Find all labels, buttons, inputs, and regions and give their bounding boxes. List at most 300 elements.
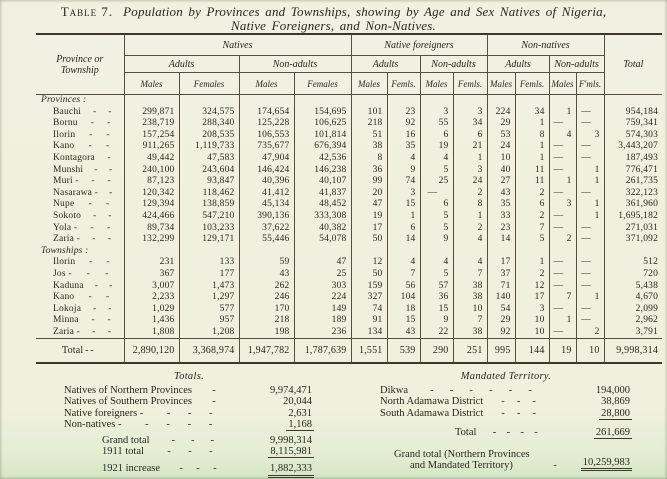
table-cell: 24: [453, 176, 487, 188]
table-cell: 676,394: [294, 141, 351, 153]
table-cell: 34: [515, 107, 549, 119]
table-cell: 4: [549, 130, 576, 142]
summary-label: Native foreigners -: [64, 407, 144, 419]
column-header-males: Males: [549, 73, 576, 95]
row-label: [36, 211, 124, 223]
row-label-flex: [36, 257, 124, 269]
table-cell: —: [576, 304, 604, 316]
table-row: [36, 188, 662, 200]
table-cell: 35: [487, 199, 515, 211]
dash: -: [167, 446, 171, 458]
table-cell: 5: [420, 165, 453, 177]
combined-grand-total-value: 10,259,983: [581, 457, 632, 471]
table-cell: 40,396: [239, 176, 294, 188]
table-cell: —: [576, 315, 604, 327]
empty-cell: [420, 95, 453, 107]
row-name: Kano: [53, 292, 75, 303]
table-cell: 41,412: [239, 188, 294, 200]
row-label-flex: [36, 327, 124, 339]
table-cell: —: [576, 234, 604, 246]
table-cell: 7: [515, 223, 549, 235]
table-cell: 4: [420, 257, 453, 269]
summary-value-text: 2,631: [288, 407, 312, 419]
empty-cell: [604, 246, 662, 258]
table-cell: 35: [387, 141, 420, 153]
row-label: [36, 130, 124, 142]
dash-leader: [77, 223, 123, 235]
column-header-females: Femls.: [387, 73, 420, 95]
table-cell: 954,184: [604, 107, 662, 119]
table-cell: 1: [576, 199, 604, 211]
table-cell: 53: [487, 130, 515, 142]
table-cell: 7: [549, 292, 576, 304]
table-cell: 37: [487, 269, 515, 281]
mandated-total-row: [380, 427, 632, 439]
total-cell: 2,890,120: [124, 339, 179, 364]
summary-value-text: 20,044: [283, 396, 312, 408]
table-cell: 59: [239, 257, 294, 269]
table-cell: 2,099: [604, 304, 662, 316]
column-header-non-adults: Non-adults: [549, 56, 604, 73]
table-cell: 390,136: [239, 211, 294, 223]
table-cell: 57: [420, 281, 453, 293]
dash-leader: [84, 281, 124, 293]
summary-row: [64, 408, 314, 419]
table-cell: 7: [453, 269, 487, 281]
table-cell: 5: [420, 269, 453, 281]
dash: -: [105, 141, 110, 152]
table-cell: 911,265: [124, 141, 179, 153]
summary-value-text: 9,974,471: [270, 385, 312, 397]
dash: -: [108, 164, 113, 175]
row-name: Lokoja: [53, 303, 82, 314]
dash: -: [532, 396, 536, 408]
dash-leader: [144, 446, 236, 457]
dash: -: [94, 280, 99, 291]
summary-row: [380, 396, 632, 407]
table-cell: 238,719: [124, 118, 179, 130]
table-cell: 1,473: [179, 281, 239, 293]
table-cell: 9: [420, 315, 453, 327]
dash: -: [187, 407, 192, 419]
row-name: Kano: [53, 141, 75, 152]
dash-leader: -: [553, 460, 557, 472]
dash: -: [209, 446, 213, 458]
table-cell: 55,446: [239, 234, 294, 246]
table-cell: 1,436: [124, 315, 179, 327]
table-cell: 3: [453, 107, 487, 119]
dash-leader: [79, 176, 124, 188]
row-label: [36, 327, 124, 339]
table-cell: 19: [351, 211, 387, 223]
empty-cell: [515, 246, 549, 258]
table-cell: 1: [576, 176, 604, 188]
table-cell: 1: [453, 211, 487, 223]
row-label: [36, 107, 124, 119]
table-cell: 8: [453, 199, 487, 211]
column-header-males: Males: [239, 73, 294, 95]
dash-leader: [192, 385, 236, 396]
total-cell: 995: [487, 339, 515, 364]
dash: -: [92, 234, 96, 245]
table-cell: 10: [515, 315, 549, 327]
table-cell: 262: [239, 281, 294, 293]
table-cell: 8: [351, 153, 387, 165]
table-cell: 4: [387, 153, 420, 165]
dash: -: [534, 426, 538, 438]
table-cell: 132,299: [124, 234, 179, 246]
totals-subrows: [64, 435, 314, 478]
dash: -: [179, 463, 183, 475]
table-cell: —: [576, 281, 604, 293]
dash-leader: [483, 408, 554, 419]
summary-value: [236, 385, 314, 396]
table-cell: 218: [239, 315, 294, 327]
dash: -: [106, 222, 111, 233]
table-cell: 34: [453, 118, 487, 130]
table-cell: 23: [387, 107, 420, 119]
table-cell: 74: [387, 176, 420, 188]
table-cell: 3: [387, 188, 420, 200]
table-row: [36, 292, 662, 304]
dash-leader: [160, 463, 236, 474]
table-cell: 1: [549, 176, 576, 188]
table-cell: 27: [487, 176, 515, 188]
dash-leader: [72, 269, 124, 281]
dash-leader: [476, 427, 554, 438]
dash: -: [109, 187, 113, 198]
table-cell: 512: [604, 257, 662, 269]
dash: -: [91, 176, 95, 187]
summary-value: [554, 427, 632, 439]
row-label-flex: [36, 188, 124, 200]
table-cell: 1: [453, 153, 487, 165]
row-name: Munshi: [53, 164, 84, 175]
table-cell: 157,254: [124, 130, 179, 142]
row-name: Ilorin: [53, 129, 76, 140]
section-heading-row: [36, 95, 662, 107]
summary-label: 1911 total: [102, 446, 144, 458]
dash: -: [92, 106, 97, 117]
dash: -: [107, 326, 112, 337]
mandated-total: [380, 427, 632, 439]
row-label: [36, 176, 124, 188]
row-label-flex: [36, 153, 124, 165]
table-cell: 2,962: [604, 315, 662, 327]
summary-row: [64, 446, 314, 458]
table-cell: 1: [515, 153, 549, 165]
summary-row: [380, 408, 632, 420]
table-cell: 22: [420, 327, 453, 339]
table-cell: 38: [453, 327, 487, 339]
table-row: [36, 130, 662, 142]
table-cell: —: [549, 223, 576, 235]
dash: -: [105, 199, 110, 210]
dash: -: [516, 396, 521, 408]
row-label-flex: [36, 130, 124, 142]
summary-value: [236, 396, 314, 407]
table-cell: 91: [351, 315, 387, 327]
dash-leader: [150, 435, 236, 446]
table-cell: 23: [487, 223, 515, 235]
summary-value: [236, 408, 314, 419]
summary-value: [554, 385, 632, 396]
dash: -: [105, 292, 110, 303]
dash: -: [145, 418, 149, 430]
table-cell: 2: [515, 211, 549, 223]
table-cell: 2,233: [124, 292, 179, 304]
table-cell: 577: [179, 304, 239, 316]
table-cell: 12: [515, 281, 549, 293]
row-label-flex: [36, 141, 124, 153]
summary-label: Dikwa: [380, 385, 408, 397]
row-name: Total: [62, 345, 84, 357]
table-cell: 5: [420, 223, 453, 235]
table-cell: 154,695: [294, 107, 351, 119]
column-header-adults: Adults: [351, 56, 420, 73]
table-cell: 720: [604, 269, 662, 281]
empty-cell: [124, 95, 179, 107]
total-cell: 1,787,639: [294, 339, 351, 364]
table-row: [36, 257, 662, 269]
table-row: [36, 315, 662, 327]
table-row: [36, 141, 662, 153]
total-cell: 9,998,314: [604, 339, 662, 364]
dash-leader: [483, 396, 554, 407]
summary-row: [64, 419, 314, 431]
dash-leader: [74, 199, 123, 211]
table-cell: 17: [351, 223, 387, 235]
dash: -: [109, 280, 113, 291]
summary-value-text: 194,000: [595, 385, 630, 397]
table-cell: 1: [387, 211, 420, 223]
total-cell: 144: [515, 339, 549, 364]
section-heading: Provinces :: [41, 95, 87, 105]
table-cell: 54,078: [294, 234, 351, 246]
row-label-flex: [36, 118, 124, 130]
empty-cell: [576, 95, 604, 107]
table-cell: 40,107: [294, 176, 351, 188]
table-cell: 1,119,733: [179, 141, 239, 153]
table-cell: 231: [124, 257, 179, 269]
table-cell: 208,535: [179, 130, 239, 142]
section-heading-row: [36, 246, 662, 258]
table-cell: 1: [549, 315, 576, 327]
table-cell: 56: [387, 281, 420, 293]
table-cell: 118,462: [179, 188, 239, 200]
table-cell: 1: [515, 257, 549, 269]
table-cell: —: [549, 269, 576, 281]
table-cell: 4: [453, 234, 487, 246]
summary-value-text: 1,882,333: [268, 463, 314, 477]
table-cell: 149: [294, 304, 351, 316]
dash-leader: [79, 315, 124, 327]
dash: -: [430, 385, 434, 397]
row-label: [36, 165, 124, 177]
row-label-flex: [36, 165, 124, 177]
table-row: [36, 234, 662, 246]
summary-row: [380, 385, 632, 396]
dash-leader: [81, 304, 123, 316]
table-cell: 957: [179, 315, 239, 327]
row-label: [36, 199, 124, 211]
summary-value-text: 38,869: [601, 396, 630, 408]
table-cell: 38: [453, 281, 487, 293]
row-name: Kaduna: [53, 280, 84, 291]
table-cell: 14: [387, 234, 420, 246]
table-cell: 170: [239, 304, 294, 316]
table-cell: 159: [351, 281, 387, 293]
table-cell: 367: [124, 269, 179, 281]
mandated-rows: [380, 385, 632, 420]
table-cell: 4,670: [604, 292, 662, 304]
empty-cell: [576, 246, 604, 258]
dash: -: [88, 199, 92, 210]
dash: -: [520, 426, 524, 438]
row-label: [36, 223, 124, 235]
table-cell: 198: [239, 327, 294, 339]
combined-grand-total-row: [380, 449, 632, 471]
dash: -: [107, 118, 111, 129]
table-cell: —: [549, 327, 576, 339]
empty-cell: [487, 95, 515, 107]
dash: -: [93, 210, 97, 221]
dash: -: [90, 345, 94, 357]
table-cell: 37,622: [239, 223, 294, 235]
dash: -: [212, 385, 216, 397]
table-cell: 9: [387, 165, 420, 177]
row-name: Bornu: [53, 118, 78, 129]
table-cell: 6: [420, 199, 453, 211]
dash: -: [90, 118, 95, 129]
empty-cell: [294, 95, 351, 107]
table-cell: 1,695,182: [604, 211, 662, 223]
table-cell: 134: [351, 327, 387, 339]
total-cell: 19: [549, 339, 576, 364]
empty-cell: [239, 95, 294, 107]
table-cell: —: [549, 165, 576, 177]
combined-grand-total-label: Grand total (Northern Provinces and Mandated Territory): [394, 449, 530, 472]
row-label-flex: [36, 234, 124, 246]
table-cell: 10: [453, 304, 487, 316]
grand-total-row: [36, 339, 662, 364]
dash: -: [492, 426, 497, 438]
table-cell: 1,029: [124, 304, 179, 316]
table-cell: 36: [420, 292, 453, 304]
row-label-flex: [36, 199, 124, 211]
row-label: [36, 292, 124, 304]
dash: -: [106, 129, 110, 140]
row-name: Bauchi: [53, 106, 82, 117]
table-cell: 1: [576, 292, 604, 304]
dash: -: [213, 463, 217, 475]
table-cell: 89,734: [124, 223, 179, 235]
row-label-flex: [36, 107, 124, 119]
table-header: [36, 34, 662, 95]
dash-leader: [83, 165, 123, 177]
row-label-flex: [36, 269, 124, 281]
dash: -: [469, 385, 473, 397]
empty-cell: [453, 95, 487, 107]
dash: -: [90, 222, 94, 233]
row-label: [36, 269, 124, 281]
column-header-adults: Adults: [487, 56, 549, 73]
table-cell: 6: [420, 130, 453, 142]
column-header-females: Femls.: [515, 73, 549, 95]
total-row-label: [36, 339, 124, 364]
dash: -: [107, 315, 111, 326]
table-cell: —: [576, 141, 604, 153]
row-label-flex: [36, 315, 124, 327]
table-cell: 92: [387, 118, 420, 130]
empty-cell: [453, 246, 487, 258]
table-cell: 271,031: [604, 223, 662, 235]
dash: -: [86, 268, 91, 279]
summary-value-text: 8,115,981: [270, 446, 312, 458]
row-name: Nasarawa -: [53, 187, 98, 198]
table-row: [36, 304, 662, 316]
dash-leader: [80, 234, 124, 246]
table-cell: 15: [387, 315, 420, 327]
row-name: Muri -: [53, 176, 79, 187]
summary-label: 1921 increase: [102, 463, 161, 475]
table-cell: 1,208: [179, 327, 239, 339]
dash: -: [88, 292, 92, 303]
column-header-males: Males: [487, 73, 515, 95]
dash: -: [89, 257, 93, 268]
table-cell: 140: [487, 292, 515, 304]
dash: -: [210, 435, 214, 447]
table-cell: —: [549, 257, 576, 269]
dash-leader: [83, 345, 123, 357]
mandated-territory-summary: [380, 371, 632, 471]
table-cell: 303: [294, 281, 351, 293]
table-cell: —: [549, 141, 576, 153]
total-cell: 10: [576, 339, 604, 364]
summary-row: [64, 435, 314, 446]
table-cell: 240,100: [124, 165, 179, 177]
dash: -: [508, 385, 513, 397]
table-cell: 5,438: [604, 281, 662, 293]
dash: -: [92, 303, 97, 314]
table-cell: 16: [387, 130, 420, 142]
table-cell: 11: [515, 176, 549, 188]
summary-label: Grand total: [102, 435, 150, 447]
table-cell: 7: [387, 269, 420, 281]
table-cell: 47: [351, 199, 387, 211]
column-header-males: Males: [351, 73, 387, 95]
table-cell: —: [549, 188, 576, 200]
table-cell: 177: [179, 269, 239, 281]
table-cell: 3: [549, 199, 576, 211]
mandated-heading: Mandated Territory.: [460, 371, 552, 382]
table-cell: 40: [487, 165, 515, 177]
table-cell: —: [576, 223, 604, 235]
table-cell: —: [549, 118, 576, 130]
column-header-province: Province or Township: [36, 34, 124, 95]
table-cell: 49,442: [124, 153, 179, 165]
column-header-females: Femls.: [453, 73, 487, 95]
table-row: [36, 176, 662, 188]
table-cell: 10: [487, 153, 515, 165]
summary-label: Non-natives -: [64, 418, 122, 430]
totals-rows: [64, 385, 314, 431]
table-cell: 43: [239, 269, 294, 281]
empty-cell: [549, 95, 576, 107]
table-row: [36, 281, 662, 293]
table-cell: 129,171: [179, 234, 239, 246]
table-cell: 43: [487, 188, 515, 200]
